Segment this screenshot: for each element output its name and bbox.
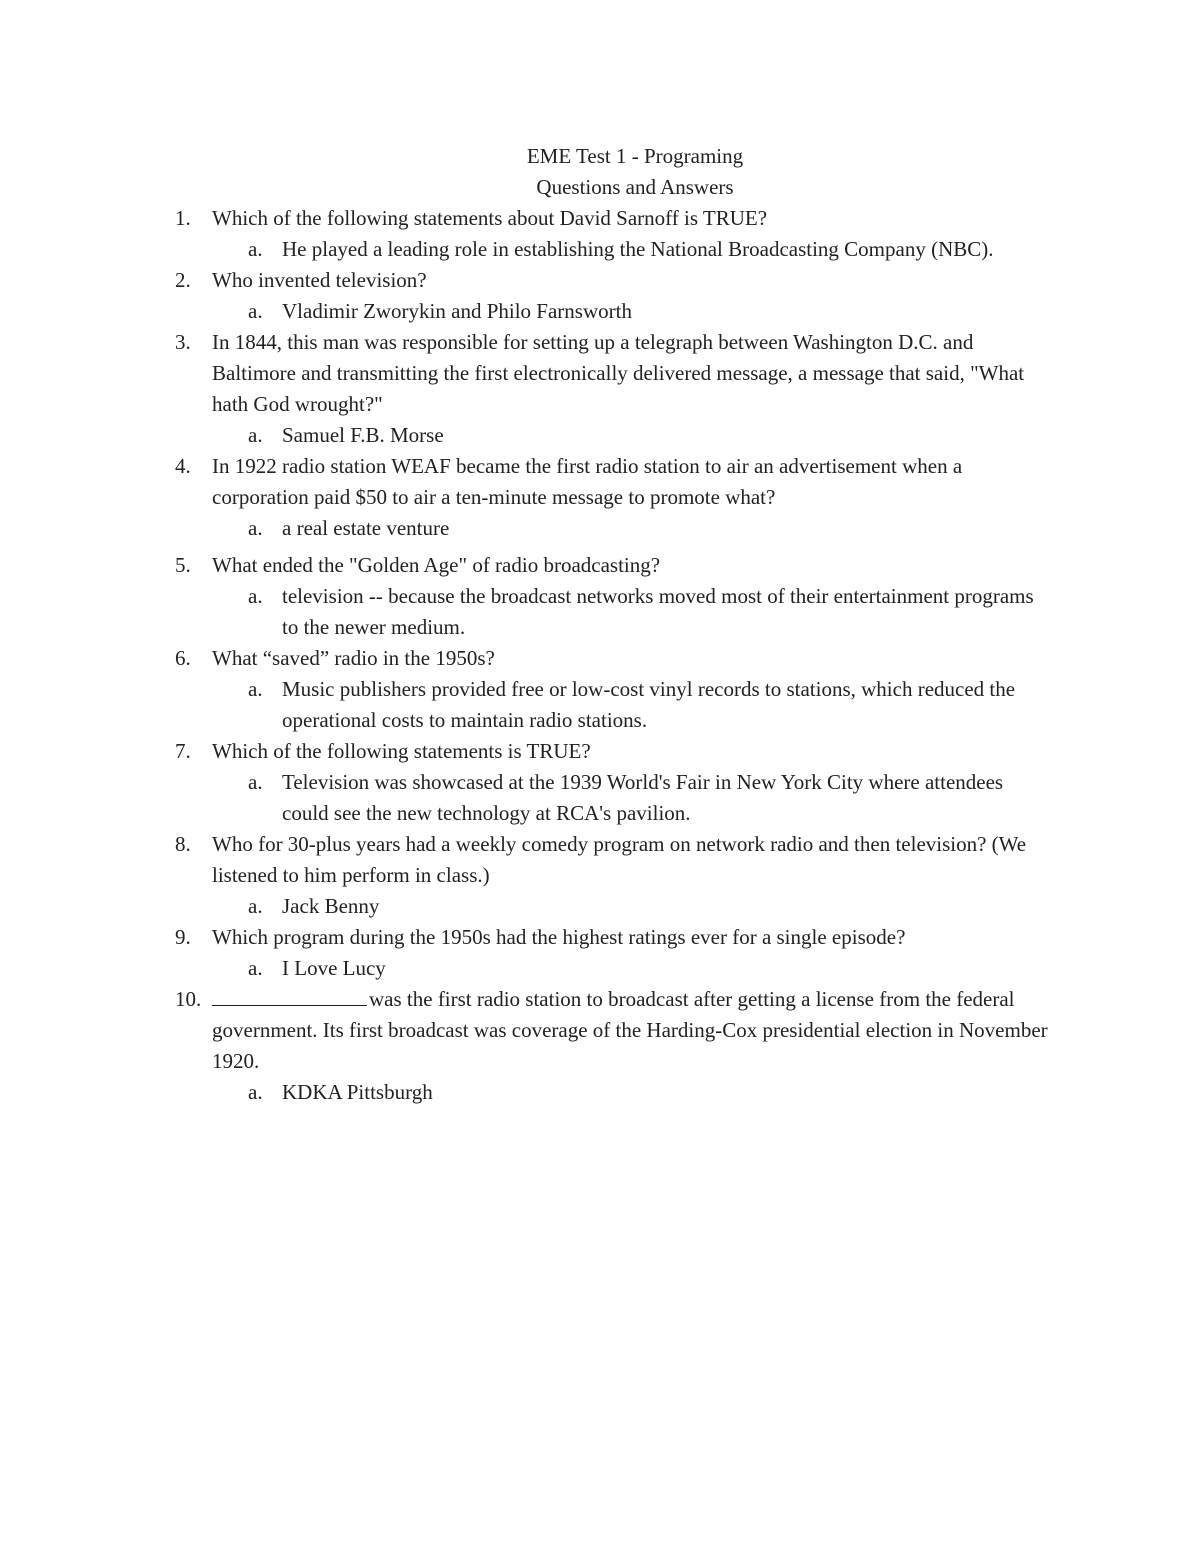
question-item: [0, 265, 1062, 327]
document-title: EME Test 1 - Programing: [526, 144, 744, 168]
question-text: Which of the following statements is TRUE?: [212, 739, 591, 763]
question-number: 8.: [175, 832, 191, 856]
answer-text: Television was showcased at the 1939 World's Fair in New York City where attendees could see the new technology at RCA's pavilion.: [282, 770, 1004, 825]
answer-letter: a.: [248, 1080, 263, 1104]
answer-letter: a.: [248, 237, 263, 261]
answer-text: Vladimir Zworykin and Philo Farnsworth: [282, 299, 632, 323]
answer-text: KDKA Pittsburgh: [282, 1080, 433, 1104]
question-item: [0, 451, 1062, 544]
answer-letter: a.: [248, 956, 263, 980]
answer-letter: a.: [248, 584, 263, 608]
question-text: [212, 984, 1062, 1077]
answer-text: a real estate venture: [282, 516, 450, 540]
question-item: [0, 550, 1062, 643]
question-item: [0, 643, 1062, 736]
question-item: [0, 829, 1062, 922]
answer-item: [212, 1077, 1042, 1108]
question-number: 2.: [175, 268, 191, 292]
question-list: [0, 203, 1200, 1108]
answer-text: Samuel F.B. Morse: [282, 423, 444, 447]
question-text: In 1922 radio station WEAF became the first radio station to air an advertisement when a corporation paid $50 to air a ten-minute message to promote what?: [212, 454, 963, 509]
answer-item: [212, 296, 1042, 327]
question-text: Which of the following statements about David Sarnoff is TRUE?: [212, 206, 768, 230]
question-number: 5.: [175, 553, 191, 577]
question-text-body: was the first radio station to broadcast after getting a license from the federal government. Its first broadcast was coverage of the Harding-Cox presidential election in November 1920.: [212, 987, 1048, 1073]
question-text: What “saved” radio in the 1950s?: [212, 646, 495, 670]
answer-item: [212, 234, 1042, 265]
answer-text: He played a leading role in establishing the National Broadcasting Company (NBC).: [282, 237, 994, 261]
answer-letter: a.: [248, 516, 263, 540]
question-number: 1.: [175, 206, 191, 230]
answer-item: [212, 674, 1042, 736]
answer-item: [212, 581, 1042, 643]
question-number: 7.: [175, 739, 191, 763]
question-text: In 1844, this man was responsible for setting up a telegraph between Washington D.C. and Baltimore and transmitting the first electronically delivered message, a message that said, "What hath God wrought?": [212, 330, 1025, 416]
answer-letter: a.: [248, 299, 263, 323]
answer-text: television -- because the broadcast networks moved most of their entertainment programs to the newer medium.: [282, 584, 1034, 639]
question-item: [0, 327, 1062, 451]
question-item: [0, 984, 1062, 1108]
question-text: What ended the "Golden Age" of radio broadcasting?: [212, 553, 661, 577]
question-text: Who for 30-plus years had a weekly comedy program on network radio and then television? (We listened to him perform in class.): [212, 832, 1027, 887]
answer-letter: a.: [248, 677, 263, 701]
document-subtitle: Questions and Answers: [536, 175, 734, 199]
question-number: 9.: [175, 925, 191, 949]
question-item: [0, 736, 1062, 829]
question-text: Who invented television?: [212, 268, 427, 292]
answer-letter: a.: [248, 770, 263, 794]
answer-text: I Love Lucy: [282, 956, 386, 980]
question-item: [0, 203, 1062, 265]
question-number: 3.: [175, 330, 191, 354]
answer-item: [212, 513, 1042, 544]
answer-item: [212, 420, 1042, 451]
question-text: Which program during the 1950s had the highest ratings ever for a single episode?: [212, 925, 906, 949]
answer-text: Music publishers provided free or low-cost vinyl records to stations, which reduced the operational costs to maintain radio stations.: [282, 677, 1016, 732]
question-number: 10.: [175, 987, 202, 1011]
answer-letter: a.: [248, 894, 263, 918]
answer-item: [212, 953, 1042, 984]
question-item: [0, 922, 1062, 984]
question-number: 6.: [175, 646, 191, 670]
answer-text: Jack Benny: [282, 894, 380, 918]
answer-item: [212, 891, 1042, 922]
fill-in-blank-line: [212, 985, 367, 1006]
answer-letter: a.: [248, 423, 263, 447]
question-number: 4.: [175, 454, 191, 478]
answer-item: [212, 767, 1042, 829]
